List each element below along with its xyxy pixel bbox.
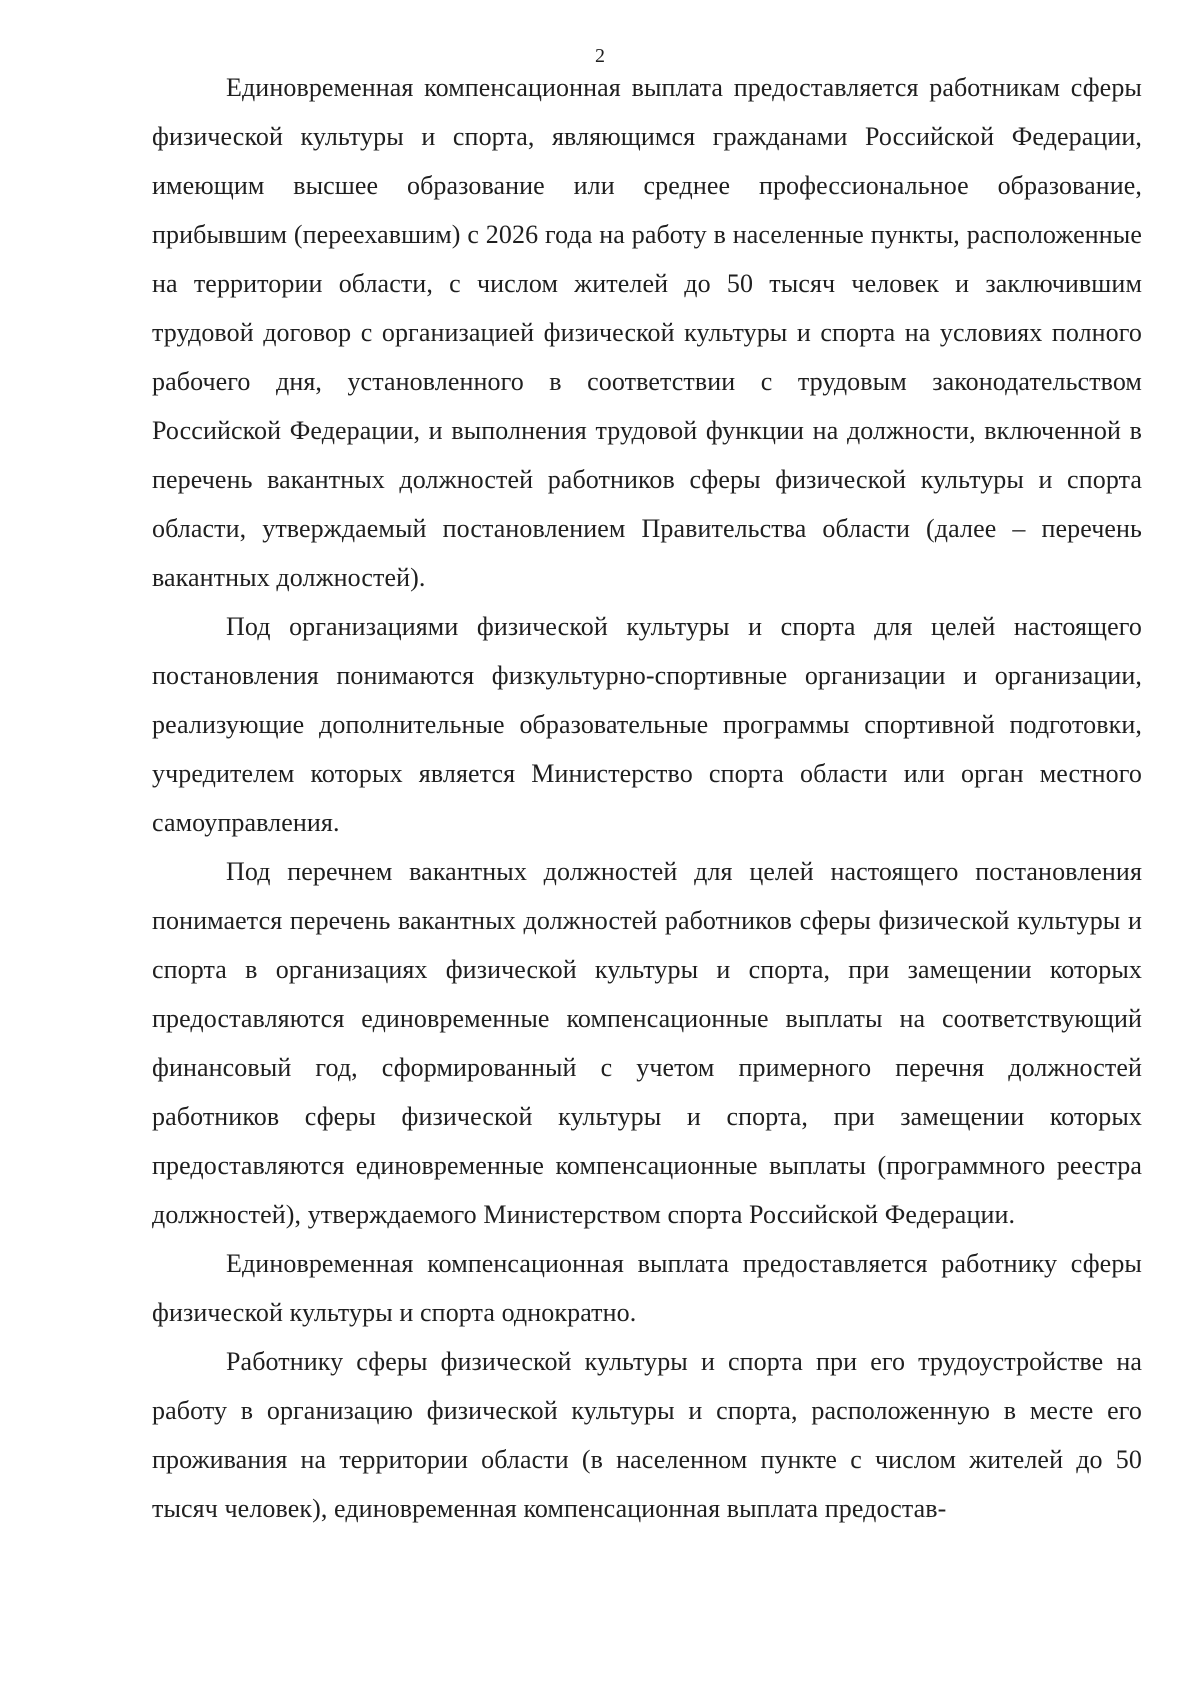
paragraph-one-time-payment: Единовременная компенсационная выплата предоставляется работнику сферы физической культуры и спорта однократно. [152,1249,1142,1327]
paragraph-vacancy-list-definition: Под перечнем вакантных должностей для целей настоящего постановления понимается перечень вакантных должностей работников сферы физической культуры и спорта в организациях физической культуры и спорта, при замещении которых предоставляются единовременные компенсационные выплаты на соответствующий финансовый год, сформированный с учетом примерного перечня должностей работников сферы физической культуры и спорта, при замещении которых предоставляются единовременные компенсационные выплаты (программного реестра должностей), утверждаемого Министерством спорта Российской Федерации. [152,857,1142,1229]
paragraph-sports-organizations-definition: Под организациями физической культуры и спорта для целей настоящего постановления понимаются физкультурно-спортивные организации и организации, реализующие дополнительные образовательные программы спортивной подготовки, учредителем которых является Министерство спорта области или орган местного самоуправления. [152,612,1142,837]
page-number: 2 [595,45,605,67]
document-body [152,63,1142,1533]
paragraph-compensation-eligibility: Единовременная компенсационная выплата предоставляется работникам сферы физической культуры и спорта, являющимся гражданами Российской Федерации, имеющим высшее образование или среднее профессиональное образование, прибывшим (переехавшим) с 2026 года на работу в населенные пункты, расположенные на территории области, с числом жителей до 50 тысяч человек и заключившим трудовой договор с организацией физической культуры и спорта на условиях полного рабочего дня, установленного в соответствии с трудовым законодательством Российской Федерации, и выполнения трудовой функции на должности, включенной в перечень вакантных должностей работников сферы физической культуры и спорта области, утверждаемый постановлением Правительства области (далее – перечень вакантных должностей). [152,73,1142,592]
paragraph-local-employment: Работнику сферы физической культуры и спорта при его трудоустройстве на работу в организацию физической культуры и спорта, расположенную в месте его проживания на территории области (в населенном пункте с числом жителей до 50 тысяч человек), единовременная компенсационная выплата предостав- [152,1347,1142,1523]
